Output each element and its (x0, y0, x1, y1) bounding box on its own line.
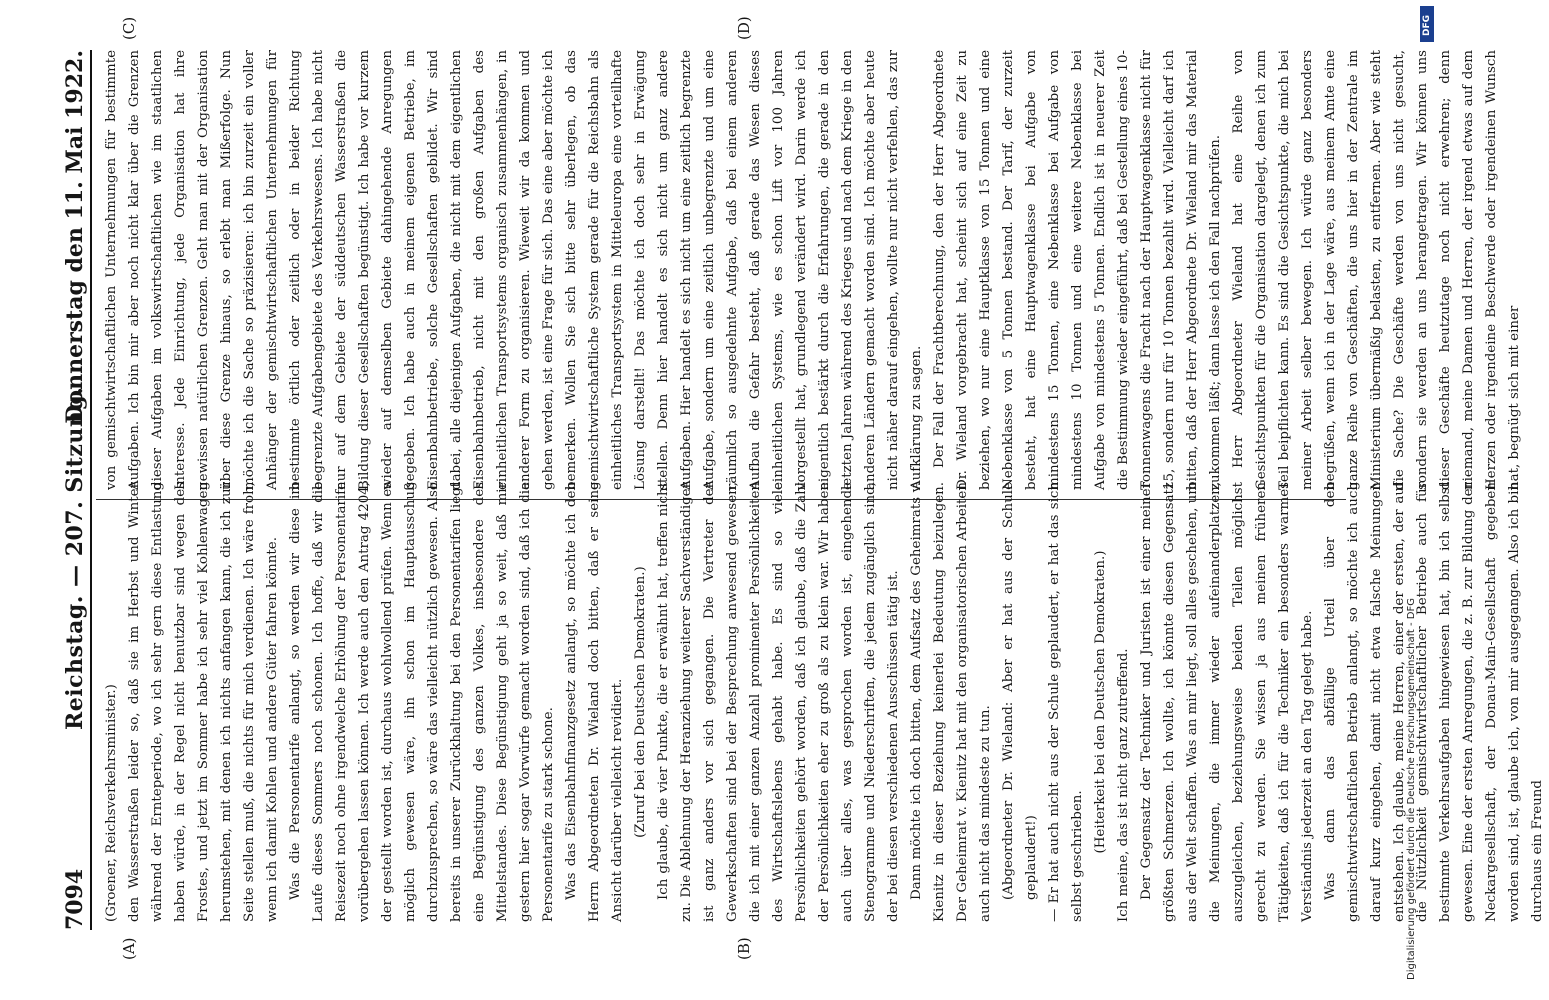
margin-mark-b: (B) (735, 937, 753, 960)
paragraph: Was dann das abfällige Urteil über den gemischtwirtschaftlichen Betrieb anlangt, so möchte ich auch darauf kurz eingehen, damit nicht etwa falsche Meinungen entstehen. Ich glaube, meine Herren, einer der ersten, der auf die Nützlichkeit gemischtwirtschaftlicher Betriebe auch für bestimmte Verkehrsaufgaben hingewiesen hat, bin ich selbst gewesen. Eine der ersten Anregungen, die z. B. zur Bildung der Neckargesellschaft, der Donau-Main-Gesellschaft gegeben worden sind, ist, glaube ich, von mir ausgegangen. Also ich bin durchaus ein Freund (1323, 482, 1545, 922)
paragraph: — Er hat auch nicht aus der Schule geplaudert, er hat das sich selbst geschrieben. (1047, 482, 1085, 922)
dfg-logo-text: DFG (1422, 14, 1432, 36)
running-head: Reichstag. — 207. Sitzung. (62, 386, 88, 730)
paragraph: Dann möchte ich doch bitten, dem Aufsatz des Geheimrats v. Kienitz in dieser Beziehung keinerlei Bedeutung beizulegen. Der Geheimrat v. Kienitz hat mit den organisatorischen Arbeiten auch nicht das mindeste zu tun. (909, 482, 993, 922)
page-number: 7094 (62, 868, 88, 930)
paragraph: Ich meine, das ist nicht ganz zutreffend. (1116, 648, 1131, 922)
session-date: Donnerstag den 11. Mai 1922. (62, 50, 88, 424)
digitization-note-strip (1400, 0, 1434, 1000)
paragraph: Der Fall der Frachtberechnung, den der Herr Abgeordnete Dr. Wieland vorgebracht hat, scheint sich auf eine Zeit zu beziehen, wo nur eine Hauptklasse von 15 Tonnen und eine Nebenklasse von 5 Tonnen bestand. Der Tarif, der zurzeit besteht, hat eine Hauptwagenklasse bei Aufgabe von mindestens 15 Tonnen, eine Nebenklasse bei Aufgabe von mindestens 10 Tonnen und eine weitere Nebenklasse bei Aufgabe von mindestens 5 Tonnen. Endlich ist in neuerer Zeit die Bestimmung wieder eingeführt, daß bei Gestellung eines 10-Tonnenwagens die Fracht nach der Hauptwagenklasse nicht für 15, sondern nur für 10 Tonnen bezahlt wird. Vielleicht darf ich bitten, daß der Herr Abgeordnete Dr. Wieland mir das Material zukommen läßt; dann lasse ich den Fall nachprüfen. (932, 50, 1223, 490)
text-column-right (100, 50, 1522, 490)
digitization-note: Digitalisierung gefördert durch die Deutsche Forschungsgemeinschaft - DFG (1406, 597, 1417, 980)
interjection: (Abgeordneter Dr. Wieland: Aber er hat aus der Schule geplaudert!) (1001, 482, 1039, 900)
margin-mark-c: (C) (120, 16, 138, 40)
speaker-line: (Groener, Reichsverkehrsminister.) (104, 684, 119, 922)
paragraph: Was die Personentarife anlangt, so werden wir diese im Laufe dieses Sommers noch schonen. Ich hoffe, daß wir die Reisezeit noch ohne irgendwelche Erhöhung der Personentarife vorübergehen lassen können. Ich werde auch den Antrag 4204, der gestellt worden ist, durchaus wohlwollend prüfen. Wenn es möglich gewesen wäre, ihn schon im Hauptausschuß durchzusprechen, so wäre das vielleicht nützlich gewesen. Also bereits in unserer Zurückhaltung bei den Personentarifen liegt eine Begünstigung des ganzen Volkes, insbesondere des Mittelstandes. Diese Begünstigung geht ja so weit, daß mir gestern hier sogar Vorwürfe gemacht worden sind, daß ich die Personentarife zu stark schone. (288, 482, 556, 922)
header-rule (90, 50, 92, 930)
dfg-logo (1420, 6, 1434, 42)
paragraph: Der Gegensatz der Techniker und Juristen ist einer meiner größten Schmerzen. Ich wollte, ich könnte diesen Gegensatz aus der Welt schaffen. Was an mir liegt, soll alles geschehen, um die Meinungen, die immer wieder aufeinanderplatzen, auszugleichen, beziehungsweise beiden Teilen möglichst gerecht zu werden. Sie wissen ja aus meinen früheren Tätigkeiten, daß ich für die Techniker ein besonders warmes Verständnis jederzeit an den Tag gelegt habe. (1139, 482, 1315, 922)
paragraph: von gemischtwirtschaftlichen Unternehmungen für bestimmte Aufgaben. Ich bin mir aber noch nicht klar über die Grenzen dieser Aufgaben im volkswirtschaftlichen wie im staatlichen Interesse. Jede Einrichtung, jede Organisation hat ihre gewissen natürlichen Grenzen. Geht man mit der Organisation über diese Grenze hinaus, so erlebt man Mißerfolge. Nun möchte ich die Sache so präzisieren: ich bin zurzeit ein voller Anhänger der gemischtwirtschaftlichen Unternehmungen für bestimmte örtlich oder zeitlich oder in beider Richtung begrenzte Aufgabengebiete des Verkehrswesens. Ich habe nicht nur auf dem Gebiete der süddeutschen Wasserstraßen die Bildung dieser Gesellschaften begünstigt. Ich habe vor kurzem wieder auf demselben Gebiete dahingehende Anregungen gegeben. Ich habe auch in meinem eigenen Betriebe, im Eisenbahnbetriebe, solche Gesellschaften gebildet. Wir sind dabei, alle diejenigen Aufgaben, die nicht mit dem eigentlichen Eisenbahnbetrieb, nicht mit den großen Aufgaben des einheitlichen Transportsystems organisch zusammenhängen, in anderer Form zu organisieren. Wieweit wir da kommen und gehen werden, ist eine Frage für sich. Das eine aber möchte ich bemerken. Wollen Sie sich bitte sehr überlegen, ob das gemischtwirtschaftliche System gerade für die Reichsbahn als einheitliches Transportsystem in Mitteleuropa eine vorteilhafte Lösung darstellt! Das möchte ich doch sehr in Erwägung stellen. Denn hier handelt es sich nicht um ganz andere Aufgaben. Hier handelt es sich nicht um eine zeitlich begrenzte Aufgabe, sondern um eine zeitlich unbegrenzte und um eine räumlich so ausgedehnte Aufgabe, daß bei einem anderen Aufbau die Gefahr besteht, daß gerade das Wesen dieses einheitlichen Systems, wie es schon Lift vor 100 Jahren vorgestellt hat, grundlegend verändert wird. Darin werde ich eigentlich bestärkt durch die Erfahrungen, die gerade in den letzten Jahren während des Krieges und nach dem Kriege in den anderen Ländern gemacht worden sind. Ich möchte aber heute nicht näher darauf eingehen, wollte nur nicht verfehlen, das zur Aufklärung zu sagen. (104, 50, 924, 490)
interjection: (Zuruf bei den Deutschen Demokraten.) (633, 566, 648, 838)
page-header (58, 50, 88, 930)
paragraph: Ich glaube, die vier Punkte, die er erwähnt hat, treffen nicht zu. Die Ablehnung der Heranziehung weiterer Sachverständiger ist ganz anders vor sich gegangen. Die Vertreter der Gewerkschaften sind bei der Besprechung anwesend gewesen, die ich mit einer ganzen Anzahl prominenter Persönlichkeiten des Wirtschaftslebens gehabt habe. Es sind so viele Persönlichkeiten gehört worden, daß ich glaube, daß die Zahl der Persönlichkeiten eher zu groß als zu klein war. Wir haben auch über alles, was gesprochen worden ist, eingehende Stenogramme und Niederschriften, die jedem zugänglich sind, der bei diesen verschiedenen Ausschüssen tätig ist. (656, 482, 901, 922)
paragraph: Herr Abgeordneter Wieland hat eine Reihe von Gesichtspunkten für die Organisation dargelegt, denen ich zum Teil beipflichten kann. Es sind die Gesichtspunkte, die mich bei meiner Arbeit selber bewegen. Ich würde ganz besonders begrüßen, wenn ich in der Lage wäre, aus meinem Amte eine ganze Reihe von Geschäften, die uns hier in der Zentrale im Ministerium übermäßig belasten, zu entfernen. Aber wie steht die Sache? Die Geschäfte werden von uns nicht gesucht, sondern sie werden an uns herangetragen. Wir können uns dieser Geschäfte heutzutage noch nicht erwehren; denn niemand, meine Damen und Herren, der irgend etwas auf dem Herzen oder irgendeine Beschwerde oder irgendeinen Wunsch hat, begnügt sich mit einer (1231, 50, 1522, 490)
margin-mark-a: (A) (120, 937, 138, 960)
paragraph: Was das Eisenbahnfinanzgesetz anlangt, so möchte ich den Herrn Abgeordneten Dr. Wieland doch bitten, daß er seine Ansicht darüber vielleicht revidiert. (564, 482, 625, 922)
margin-mark-d: (D) (735, 16, 753, 40)
interjection: (Heiterkeit bei den Deutschen Demokraten.) (1093, 550, 1108, 854)
paragraph: den Wasserstraßen leider so, daß sie im Herbst und Winter während der Ernteperiode, wo ich sehr gern diese Entlastung haben würde, in der Regel nicht benutzbar sind wegen des Frostes, und jetzt im Sommer habe ich sehr viel Kohlenwagen herumstehen, mit denen ich nichts anfangen kann, die ich zur Seite stellen muß, die nichts für mich verdienen. Ich wäre froh, wenn ich damit Kohlen und andere Güter fahren könnte. (127, 482, 280, 922)
